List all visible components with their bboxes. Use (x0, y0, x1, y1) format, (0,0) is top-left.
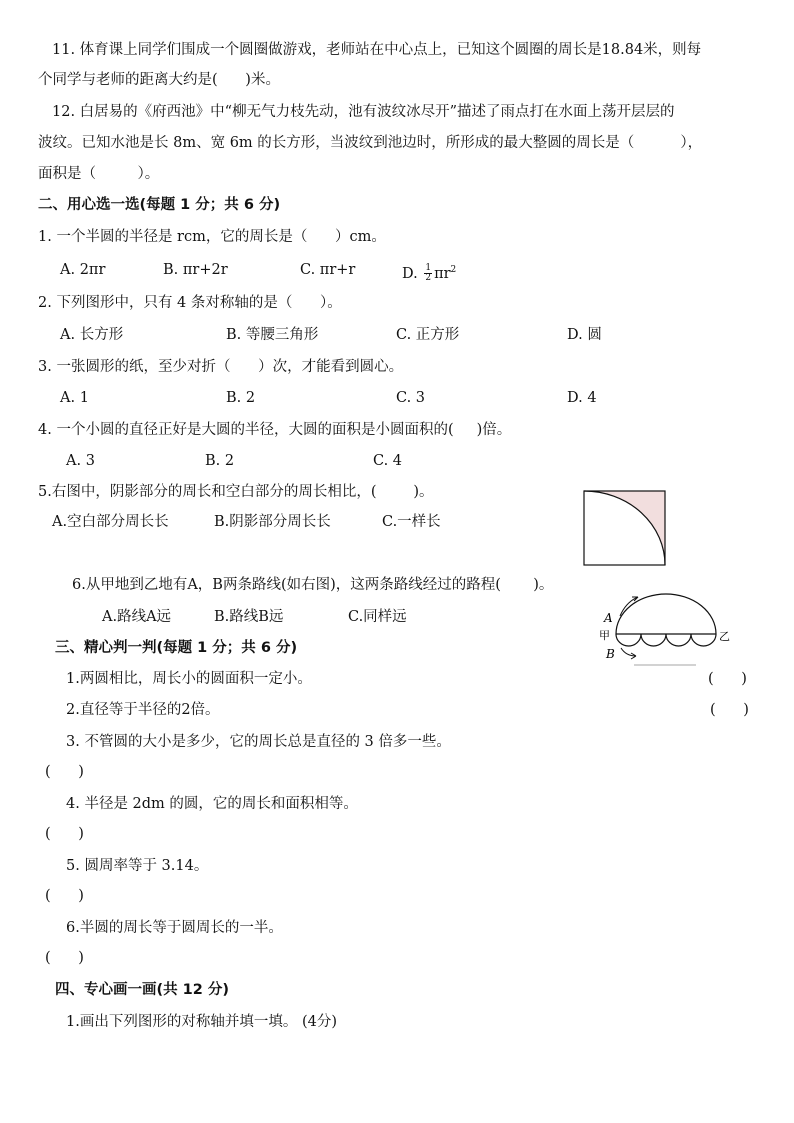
s3-q5-answer-paren[interactable]: ( ) (45, 888, 84, 904)
s2-q3-stem: 3. 一张圆形的纸，至少对折（ ）次，才能看到圆心。 (38, 359, 404, 375)
label-a: A (604, 611, 613, 625)
q12-line3: 面积是（ ）。 (38, 166, 160, 182)
section4-heading: 四、专心画一画(共 12 分) (55, 982, 230, 998)
s3-q1-answer-paren[interactable]: ( ) (708, 671, 747, 687)
route-b-arc-3 (666, 634, 691, 646)
q12-line1: 12. 白居易的《府西池》中“柳无气力枝先动，池有波纹冰尽开”描述了雨点打在水面上荡开层层的 (52, 104, 675, 120)
s2-q5-option-c[interactable]: C.一样长 (382, 514, 441, 530)
label-jia: 甲 (599, 629, 610, 642)
s2-q3-option-a[interactable]: A. 1 (60, 390, 89, 406)
section3-heading: 三、精心判一判(每题 1 分；共 6 分) (55, 640, 298, 656)
s2-q4-stem: 4. 一个小圆的直径正好是大圆的半径，大圆的面积是小圆面积的( )倍。 (38, 422, 512, 438)
s2-q3-option-b[interactable]: B. 2 (226, 390, 256, 406)
s3-q4-answer-paren[interactable]: ( ) (45, 826, 84, 842)
s3-q2-answer-paren[interactable]: ( ) (710, 702, 749, 718)
s2-q2-option-a[interactable]: A. 长方形 (60, 327, 124, 343)
section2-heading: 二、用心选一选(每题 1 分；共 6 分) (38, 197, 281, 213)
s3-q3: 3. 不管圆的大小是多少，它的周长总是直径的 3 倍多一些。 (66, 734, 451, 750)
s2-q2-option-b[interactable]: B. 等腰三角形 (226, 327, 319, 343)
s2-q1-option-c[interactable]: C. πr+r (300, 262, 356, 278)
s2-q6-stem: 6.从甲地到乙地有A，B两条路线(如右图)，这两条路线经过的路程( )。 (72, 577, 554, 593)
q12-line2: 波纹。已知水池是长 8m、宽 6m 的长方形，当波纹到池边时，所形成的最大整圆的周长是（ ）， (38, 135, 703, 151)
s2-q3-option-c[interactable]: C. 3 (396, 390, 426, 406)
q11-line1: 11. 体育课上同学们围成一个圆圈做游戏，老师站在中心点上，已知这个圆圈的周长是18.84米，则每 (52, 42, 702, 58)
s3-q6: 6.半圆的周长等于圆周长的一半。 (66, 920, 283, 936)
s2-q1-option-b[interactable]: B. πr+2r (163, 262, 228, 278)
s2-q2-option-c[interactable]: C. 正方形 (396, 327, 460, 343)
s2-q1-stem: 1. 一个半圆的半径是 rcm，它的周长是（ ）cm。 (38, 229, 386, 245)
square-quarter-circle-figure (583, 490, 667, 566)
q11-line2: 个同学与老师的距离大约是( )米。 (38, 72, 280, 88)
s3-q4: 4. 半径是 2dm 的圆，它的周长和面积相等。 (66, 796, 358, 812)
route-a-arc (616, 594, 716, 634)
route-b-arc-2 (641, 634, 666, 646)
shaded-region (584, 491, 665, 565)
s3-q6-answer-paren[interactable]: ( ) (45, 950, 84, 966)
s2-q5-stem: 5.右图中，阴影部分的周长和空白部分的周长相比，( )。 (38, 484, 434, 500)
s3-q1: 1.两圆相比，周长小的圆面积一定小。 (66, 671, 312, 687)
label-b: B (606, 647, 615, 661)
s2-q2-option-d[interactable]: D. 圆 (567, 327, 602, 343)
s2-q1-option-a[interactable]: A. 2πr (60, 262, 106, 278)
s2-q5-option-b[interactable]: B.阴影部分周长长 (214, 514, 331, 530)
fraction-one-half: $\frac{1}{2}$ (425, 263, 432, 284)
s2-q2-stem: 2. 下列图形中，只有 4 条对称轴的是（ ）。 (38, 295, 342, 311)
s3-q2: 2.直径等于半径的2倍。 (66, 702, 220, 718)
s2-q3-option-d[interactable]: D. 4 (567, 390, 597, 406)
s2-q6-option-a[interactable]: A.路线A远 (102, 609, 172, 625)
s2-q1-option-d[interactable]: D. $\frac{1}{2}$ $\pi r^2$ (402, 263, 457, 284)
s3-q5: 5. 圆周率等于 3.14。 (66, 858, 209, 874)
routes-figure (596, 586, 730, 666)
s2-q4-option-b[interactable]: B. 2 (205, 453, 235, 469)
s2-q6-option-b[interactable]: B.路线B远 (214, 609, 284, 625)
label-yi: 乙 (719, 630, 730, 643)
s2-q6-option-c[interactable]: C.同样远 (348, 609, 407, 625)
s3-q3-answer-paren[interactable]: ( ) (45, 764, 84, 780)
s2-q4-option-a[interactable]: A. 3 (66, 453, 95, 469)
s2-q4-option-c[interactable]: C. 4 (373, 453, 403, 469)
s4-q1: 1.画出下列图形的对称轴并填一填。 (4分) (66, 1014, 337, 1030)
route-b-arc-1 (616, 634, 641, 646)
route-b-arc-4 (691, 634, 716, 646)
s2-q5-option-a[interactable]: A.空白部分周长长 (52, 514, 169, 530)
